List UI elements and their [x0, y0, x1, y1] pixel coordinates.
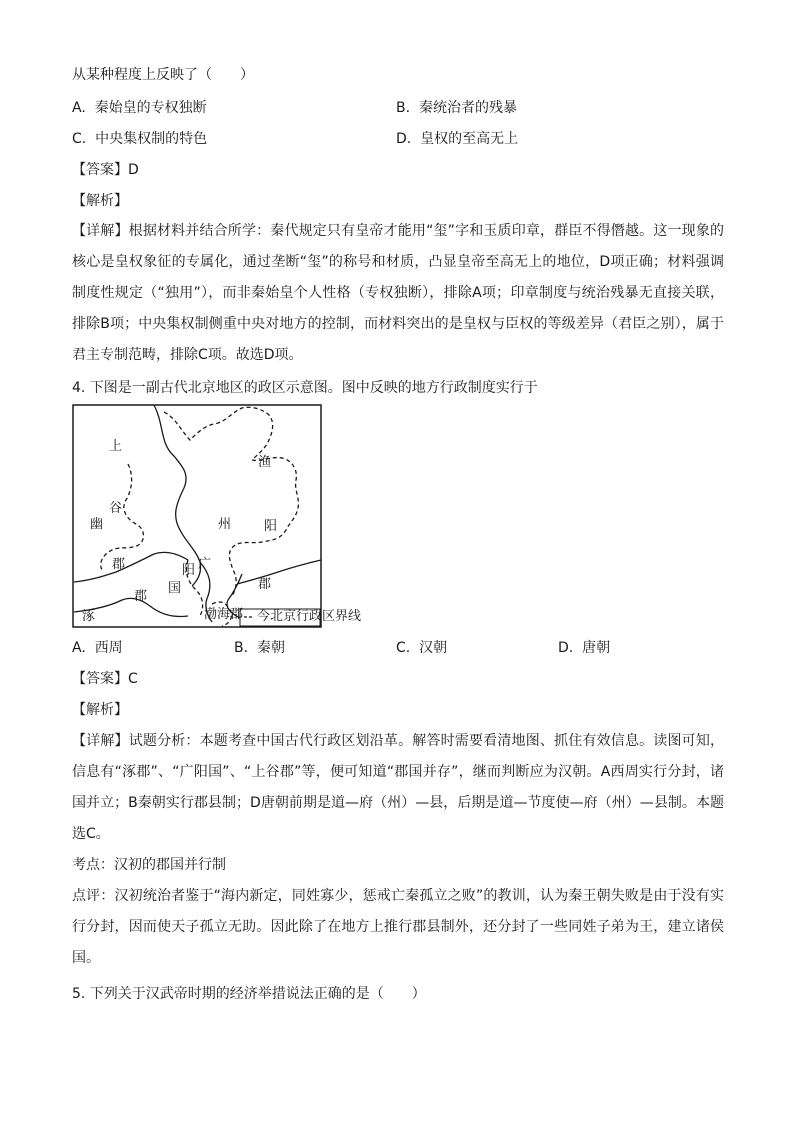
option-letter: B.: [396, 100, 411, 116]
label-bohai: 渤海郡: [204, 607, 244, 622]
label-you: 幽: [90, 517, 104, 532]
detail-label: 【详解】: [72, 733, 129, 749]
option-letter: B.: [234, 640, 249, 656]
q3-detail: [72, 216, 724, 371]
q3-option-d: [396, 129, 518, 149]
q4-detail: [72, 726, 724, 850]
q3-analysis-label: 【解析】: [72, 193, 128, 209]
label-yu: 渔: [258, 455, 272, 470]
label-jun-guangyang: 郡: [134, 589, 148, 604]
q3-option-b: [396, 98, 517, 118]
q4-dianping: 点评：汉初统治者鉴于“海内新定，同姓寡少，惩戒亡秦孤立之败”的教训，认为秦王朝失败是由于没有实行分封，因而使天子孤立无助。因此除了在地方上推行郡县制外，还分封了一些同姓子弟为王，建立诸侯国。: [72, 888, 724, 966]
label-guang: 广: [198, 557, 212, 572]
detail-text: 根据材料并结合所学：秦代规定只有皇帝才能用“玺”字和玉质印章，群臣不得僭越。这一现象的核心是皇权象征的专属化，通过垄断“玺”的称号和材质，凸显皇帝至高无上的地位，D项正确；材料强调制度性规定（“独用”），而非秦始皇个人性格（专权独断），排除A项；印章制度与统治残暴无直接关联，排除B项；中央集权制侧重中央对地方的控制，而材料突出的是皇权与臣权的等级差异（君臣之别），属于君主专制范畴，排除C项。故选D项。: [72, 223, 724, 363]
option-text: 秦统治者的残暴: [418, 100, 517, 116]
label-zhuo: 涿: [82, 609, 96, 624]
q4-stem: 4. 下图是一副古代北京地区的政区示意图。图中反映的地方行政制度实行于: [72, 380, 538, 396]
label-gu: 谷: [109, 501, 123, 516]
option-text: 秦朝: [256, 640, 285, 656]
option-text: 秦始皇的专权独断: [94, 100, 207, 116]
q4-kaodian: 考点：汉初的郡国并行制: [72, 857, 226, 873]
q4-option-a: [72, 638, 123, 658]
answer-label: 【答案】: [72, 162, 128, 178]
q4-option-c: [396, 638, 447, 658]
label-zhou: 州: [218, 517, 232, 532]
answer-value: D: [128, 162, 139, 178]
legend-text: 今北京行政区界线: [257, 609, 362, 624]
q3-answer: [72, 160, 139, 180]
option-letter: A.: [72, 100, 86, 116]
option-letter: D.: [396, 131, 412, 147]
q3-option-a: [72, 98, 207, 118]
label-guo: 国: [168, 581, 182, 596]
label-jun-shanggu: 郡: [112, 557, 126, 572]
label-yang-yuyang: 阳: [264, 519, 278, 534]
detail-text: 试题分析：本题考查中国古代行政区划沿革。解答时需要看清地图、抓住有效信息。读图可知，信息有“涿郡”、“广阳国”、“上谷郡”等，便可知道“郡国并存”，继而判断应为汉朝。A西周实行分封，诸国并立；B秦朝实行郡县制；D唐朝前期是道—府（州）—县，后期是道—节度使—府（州）—县制。本题选C。: [72, 733, 725, 842]
option-letter: C.: [396, 640, 411, 656]
option-letter: A.: [72, 640, 86, 656]
option-text: 皇权的至高无上: [420, 131, 519, 147]
q4-analysis-label: 【解析】: [72, 702, 128, 718]
option-letter: C.: [72, 131, 87, 147]
label-yang-guangyang: 阳: [182, 563, 196, 578]
option-text: 汉朝: [419, 640, 448, 656]
q5-stem: 5. 下列关于汉武帝时期的经济举措说法正确的是（ ）: [72, 986, 426, 1002]
map-legend: [240, 608, 361, 626]
option-letter: D.: [558, 640, 574, 656]
option-text: 中央集权制的特色: [95, 131, 208, 147]
q4-answer: [72, 669, 138, 689]
q4-option-b: [234, 638, 285, 658]
ancient-beijing-map: [72, 404, 362, 629]
q4-option-d: [558, 638, 610, 658]
answer-value: C: [128, 671, 138, 687]
label-jun-yuyang: 郡: [258, 577, 272, 592]
label-shang: 上: [109, 439, 123, 454]
answer-label: 【答案】: [72, 671, 128, 687]
option-text: 西周: [94, 640, 123, 656]
detail-label: 【详解】: [72, 223, 129, 239]
q3-stem-tail: 从某种程度上反映了（ ）: [72, 67, 254, 83]
option-text: 唐朝: [582, 640, 611, 656]
q3-option-c: [72, 129, 207, 149]
